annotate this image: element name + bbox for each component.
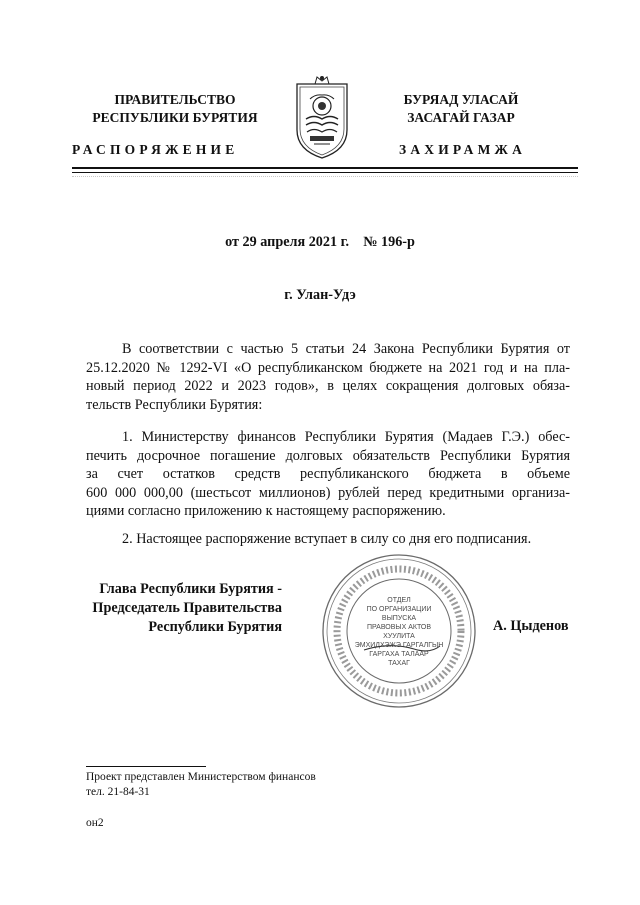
header-rule-dots bbox=[72, 176, 578, 177]
signature-position-line1: Глава Республики Бурятия - bbox=[99, 581, 282, 597]
signature-position-line3: Республики Бурятия bbox=[148, 619, 282, 635]
stamp-inner-line: ЭМХИДХЭЖЭ ГАРГАЛГЫН bbox=[354, 642, 444, 649]
item-1-line: печить досрочное погашение долговых обязательств Республики Бурятия bbox=[86, 447, 570, 464]
stamp-inner-line: ХУУЛИТА bbox=[383, 633, 415, 640]
header-right-line2: ЗАСАГАЙ ГАЗАР bbox=[407, 110, 515, 125]
footer-phone: тел. 21-84-31 bbox=[86, 786, 150, 798]
header-right-doc-type: ЗАХИРАМЖА bbox=[399, 142, 527, 157]
preamble-line: В соответствии с частью 5 статьи 24 Закона Республики Бурятия от bbox=[122, 341, 570, 357]
header-left-line2: РЕСПУБЛИКИ БУРЯТИЯ bbox=[92, 110, 258, 125]
official-stamp bbox=[320, 552, 478, 710]
item-1-paragraph bbox=[86, 428, 570, 521]
header-right bbox=[386, 91, 536, 127]
item-2-line: 2. Настоящее распоряжение вступает в силу со дня его подписания. bbox=[122, 531, 532, 547]
preamble-paragraph bbox=[86, 340, 570, 414]
item-2-paragraph bbox=[86, 530, 570, 549]
header-left bbox=[72, 91, 278, 127]
footer-note: Проект представлен Министерством финансов bbox=[86, 771, 316, 783]
document-date-number: от 29 апреля 2021 г. № 196-р bbox=[225, 234, 415, 250]
coat-of-arms-emblem bbox=[293, 74, 351, 160]
header-right-line1: БУРЯАД УЛАСАЙ bbox=[403, 92, 519, 107]
stamp-inner-line: ТАХАГ bbox=[388, 660, 410, 667]
header-rule-thin bbox=[72, 172, 578, 173]
header-rule-thick bbox=[72, 167, 578, 169]
stamp-inner-line: ОТДЕЛ bbox=[387, 597, 411, 604]
item-1-line: 600 000 000,00 (шестьсот миллионов) рублей перед кредитными организа- bbox=[86, 484, 570, 501]
preamble-line: 25.12.2020 № 1292-VI «О республиканском бюджете на 2021 год и на пла- bbox=[86, 359, 570, 376]
item-1-line: 1. Министерству финансов Республики Бурятия (Мадаев Г.Э.) обес- bbox=[122, 429, 570, 445]
stamp-inner-line: ГАРГАХА ТАЛААР bbox=[369, 651, 429, 658]
item-1-line: за счет остатков средств республиканского бюджета в объеме bbox=[86, 466, 570, 483]
header-left-doc-type: РАСПОРЯЖЕНИЕ bbox=[72, 142, 239, 157]
signature-position-line2: Председатель Правительства bbox=[92, 600, 282, 616]
stamp-inner-line: ВЫПУСКА bbox=[381, 615, 417, 622]
signatory-name: А. Цыденов bbox=[493, 618, 569, 634]
header-left-line1: ПРАВИТЕЛЬСТВО bbox=[114, 92, 236, 107]
document-city: г. Улан-Удэ bbox=[284, 287, 356, 303]
footer-code: он2 bbox=[86, 817, 104, 829]
stamp-inner-line: ПРАВОВЫХ АКТОВ bbox=[366, 624, 432, 631]
stamp-inner-line: ПО ОРГАНИЗАЦИИ bbox=[366, 606, 432, 613]
preamble-line: тельств Республики Бурятия: bbox=[86, 396, 263, 413]
footer-rule bbox=[86, 766, 206, 767]
signature-position bbox=[60, 580, 282, 637]
item-1-line: циями согласно приложению к настоящему распоряжению. bbox=[86, 503, 446, 520]
preamble-line: новый период 2022 и 2023 годов», в целях сокращения долговых обяза- bbox=[86, 378, 570, 395]
